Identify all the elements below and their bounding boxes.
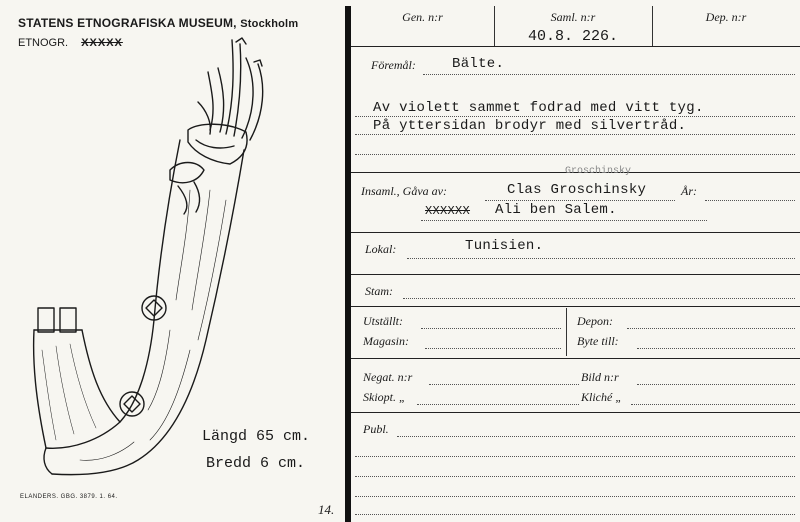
museum-name: STATENS ETNOGRAFISKA MUSEUM,: [18, 16, 237, 30]
publ-line: [397, 436, 795, 437]
struck-word: XXXXXX: [425, 204, 471, 218]
page-number: 14.: [318, 502, 335, 517]
length-note: Längd 65 cm.: [202, 428, 311, 445]
dotted-line: [355, 456, 795, 457]
dotted-line: [355, 116, 795, 117]
etnogr-struck-number: XXXXX: [81, 37, 123, 49]
depon-line: [627, 328, 795, 329]
foremal-line: [423, 74, 795, 75]
lokal-line: [407, 258, 795, 259]
dotted-line: [355, 496, 795, 497]
bild-line: [637, 384, 795, 385]
dotted-line: [355, 134, 795, 135]
kliche-label: Kliché „: [581, 390, 622, 404]
registration-form: [351, 6, 800, 522]
dep-label: Dep. n:r: [705, 10, 747, 24]
dotted-line: [421, 220, 707, 221]
section-rule: [351, 306, 800, 307]
stam-line: [403, 298, 795, 299]
lokal-label: Lokal:: [365, 242, 397, 256]
byte-line: [637, 348, 795, 349]
skiopt-label: Skiopt. „: [363, 390, 406, 404]
saml-label: Saml. n:r: [550, 10, 596, 24]
section-rule: [351, 358, 800, 359]
description-line-2: På yttersidan brodyr med silvertråd.: [373, 118, 687, 134]
skiopt-line: [417, 404, 579, 405]
handwritten-note: Groschinsky: [565, 166, 632, 177]
byte-label: Byte till:: [577, 334, 619, 348]
dotted-line: [355, 514, 795, 515]
stam-label: Stam:: [365, 284, 393, 298]
publ-label: Publ.: [363, 422, 389, 436]
section-rule: [351, 274, 800, 275]
depon-label: Depon:: [577, 314, 613, 328]
foremal-value: Bälte.: [452, 56, 505, 72]
museum-title: [18, 16, 298, 30]
saml-cell: [494, 6, 653, 47]
magasin-line: [425, 348, 561, 349]
dotted-line: [355, 476, 795, 477]
dep-cell: [652, 6, 800, 47]
utstallt-line: [421, 328, 561, 329]
description-line-1: Av violett sammet fodrad med vitt tyg.: [373, 100, 704, 116]
section-rule: [351, 232, 800, 233]
ar-label: År:: [681, 184, 697, 198]
negat-label: Negat. n:r: [363, 370, 413, 384]
ar-line: [705, 200, 795, 201]
insaml-value: Clas Groschinsky: [507, 182, 647, 198]
negat-line: [429, 384, 579, 385]
bild-label: Bild n:r: [581, 370, 619, 384]
width-note: Bredd 6 cm.: [206, 455, 306, 472]
utstallt-label: Utställt:: [363, 314, 404, 328]
gen-cell: [351, 6, 495, 47]
insaml-line: [485, 200, 675, 201]
lokal-value: Tunisien.: [465, 238, 544, 254]
section-rule: [351, 412, 800, 413]
magasin-label: Magasin:: [363, 334, 409, 348]
foremal-label: Föremål:: [371, 58, 416, 72]
kliche-line: [631, 404, 795, 405]
etnogr-label: ETNOGR.: [18, 37, 69, 49]
insaml-label: Insaml., Gåva av:: [361, 184, 447, 198]
insaml-value-2: Ali ben Salem.: [495, 202, 617, 218]
museum-city: Stockholm: [240, 18, 299, 30]
gen-label: Gen. n:r: [402, 10, 443, 24]
saml-value: 40.8. 226.: [527, 28, 618, 45]
column-divider: [566, 308, 567, 356]
printer-imprint: ELANDERS. GBG. 3879. 1. 64.: [20, 494, 118, 500]
dotted-line: [355, 154, 795, 155]
